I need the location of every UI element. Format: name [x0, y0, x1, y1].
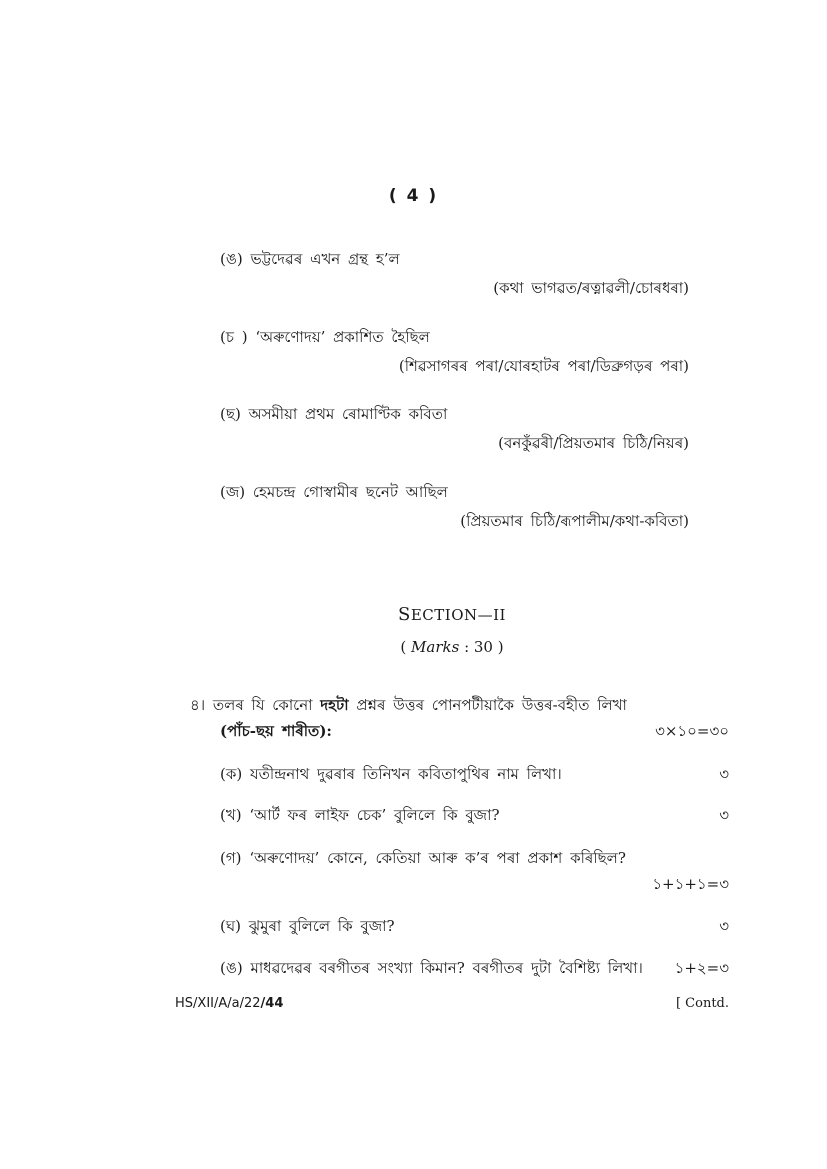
section-heading: SECTION—II	[398, 604, 506, 625]
mcq-options-cha: (শিৱসাগৰৰ পৰা/যোৰহাটৰ পৰা/ডিব্ৰুগড়ৰ পৰা)	[398, 357, 689, 375]
mcq-item-cha	[220, 326, 430, 351]
question-number: ৪।	[190, 696, 206, 714]
subquestion-kha-marks: ৩	[719, 806, 729, 824]
subquestion-nga-marks: ১+২=৩	[674, 959, 729, 977]
subquestion-ga: (গ) ‘অৰুণোদয়’ কোনে, কেতিয়া আৰু ক’ৰ পৰা প্ৰকাশ কৰিছিল?	[220, 849, 626, 867]
question-4-marks: ৩×১০=৩০	[655, 722, 729, 740]
subquestion-ka-marks: ৩	[719, 765, 729, 783]
item-text: অসমীয়া প্ৰথম ৰোমাণ্টিক কবিতা	[248, 405, 448, 423]
item-marker: (ঙ)	[220, 250, 243, 268]
mcq-options-ja: (প্ৰিয়তমাৰ চিঠি/ৰূপালীম/কথা-কবিতা)	[460, 512, 689, 530]
subquestion-gha-marks: ৩	[719, 917, 729, 935]
mcq-item-ja	[220, 481, 448, 506]
subquestion-kha: (খ) ‘আৰ্ট ফৰ লাইফ চেক’ বুলিলে কি বুজা?	[220, 806, 500, 824]
item-text: হেমচন্দ্ৰ গোস্বামীৰ ছনেট আছিল	[252, 483, 448, 501]
item-text: ‘অৰুণোদয়’ প্ৰকাশিত হৈছিল	[255, 328, 430, 346]
question-4-line2: (পাঁচ-ছয় শাৰীত):	[220, 722, 332, 740]
continued-label: [ Contd.	[675, 996, 729, 1011]
page-number: ( 4 )	[388, 186, 439, 206]
section-marks: ( Marks : 30 )	[400, 638, 504, 656]
subquestion-ga-marks: ১+১+১=৩	[652, 875, 729, 893]
mcq-options-chha: (বনকুঁৱৰী/প্ৰিয়তমাৰ চিঠি/নিয়ৰ)	[498, 434, 689, 452]
item-marker: (জ)	[220, 483, 246, 501]
item-marker: (ছ)	[220, 405, 241, 423]
mcq-item-chha	[220, 403, 447, 428]
subquestion-gha: (ঘ) ঝুমুৰা বুলিলে কি বুজা?	[220, 917, 395, 935]
subquestion-ka: (ক) যতীন্দ্ৰনাথ দুৱৰাৰ তিনিখন কবিতাপুথিৰ নাম লিখা।	[220, 765, 562, 783]
question-4-line1: ৪। তলৰ যি কোনো দহটা প্ৰশ্নৰ উত্তৰ পোনপটীয়াকৈ উত্তৰ-বহীত লিখা	[190, 696, 627, 714]
mcq-item-nga	[220, 248, 400, 273]
item-text: ভট্টদেৱৰ এখন গ্ৰন্থ হ’ল	[250, 250, 400, 268]
mcq-options-nga: (কথা ভাগৱত/ৰত্নাৱলী/চোৰধৰা)	[493, 279, 689, 297]
paper-code: HS/XII/A/a/22/44	[175, 996, 284, 1011]
subquestion-nga: (ঙ) মাধৱদেৱৰ বৰগীতৰ সংখ্যা কিমান? বৰগীতৰ দুটা বৈশিষ্ট্য লিখা।	[220, 959, 643, 977]
item-marker: (চ )	[220, 328, 248, 346]
